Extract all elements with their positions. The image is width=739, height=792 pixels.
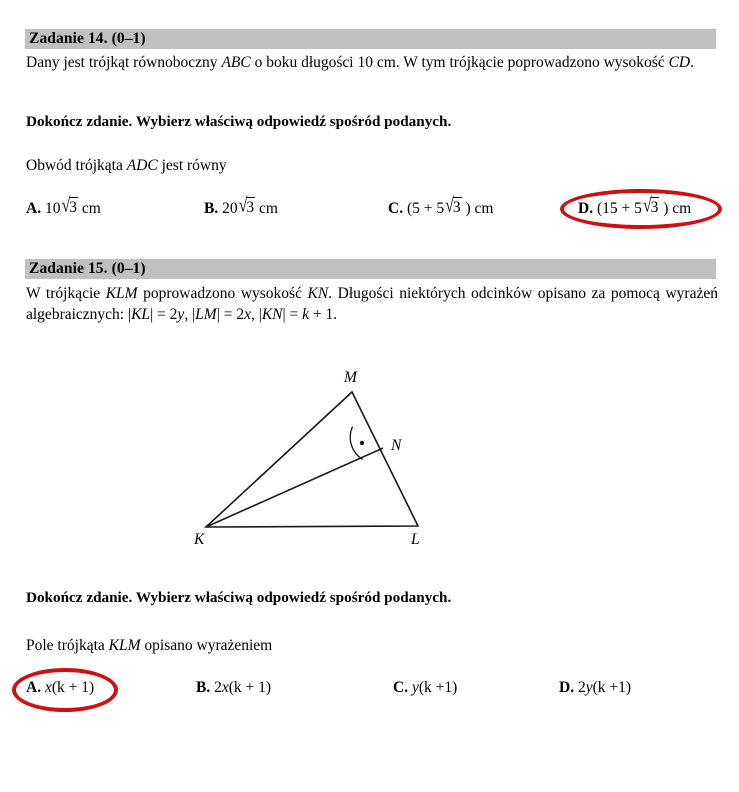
task-14-body-text-2: o boku długości 10 cm. W tym trójkącie poprowadzono wysokość: [250, 54, 669, 71]
task-15-option-d-value: 2y(k +1): [577, 679, 632, 696]
vertex-label-l: L: [411, 531, 420, 548]
task-15-answers: [0, 678, 739, 708]
task-15-body-text-7: , |: [250, 306, 262, 323]
task-14-cd-italic: CD: [668, 54, 691, 71]
task-15-x-italic: x: [244, 306, 251, 323]
task-14-option-d[interactable]: [578, 195, 692, 219]
task-15-klm2-italic: KLM: [108, 637, 141, 654]
task-14-option-c-label: C.: [388, 200, 404, 217]
task-15-option-c[interactable]: [393, 678, 457, 698]
right-angle-dot-icon: [360, 441, 364, 445]
task-15-body-text-6: | = 2: [216, 306, 245, 323]
task-15-title: Zadanie 15. (0–1): [29, 260, 146, 277]
task-14-instruction: Dokończ zdanie. Wybierz właściwą odpowiedź spośród podanych.: [26, 113, 452, 130]
vertex-label-k: K: [194, 531, 205, 548]
task-14-option-d-label: D.: [578, 200, 594, 217]
task-14-option-b-label: B.: [204, 200, 219, 217]
task-15-option-c-label: C.: [393, 679, 409, 696]
task-15-body-text-8: | =: [282, 306, 303, 323]
task-14-option-a[interactable]: [26, 195, 101, 219]
task-14-option-c-value: (5 + 5√3 ) cm: [406, 195, 494, 217]
task-14-question: [26, 155, 718, 176]
task-14-header-band: [25, 29, 716, 49]
task-15-body-text-3: . Długości niektórych odcinków opisano za pomocą wyrażeń algebraicznych: |: [26, 285, 718, 323]
task-15-y-italic: y: [177, 306, 185, 323]
task-14-body-text-3: .: [690, 54, 695, 71]
task-14-body-text-1: Dany jest trójkąt równoboczny: [26, 54, 222, 71]
task-14-option-a-value: 10√3 cm: [44, 195, 101, 217]
triangle-klm-svg: [0, 360, 739, 575]
altitude-kn-segment: [206, 448, 383, 527]
task-15-body-text-1: W trójkącie: [26, 285, 106, 302]
task-15-question-text-1: Pole trójkąta: [26, 637, 109, 654]
task-15-option-a-label: A.: [26, 679, 42, 696]
task-14-option-a-label: A.: [26, 200, 42, 217]
task-15-question: [26, 635, 718, 656]
task-15-header-band: [25, 259, 716, 279]
task-14-adc-italic: ADC: [126, 157, 158, 174]
task-14-title: Zadanie 14. (0–1): [29, 30, 146, 47]
task-15-option-d-label: D.: [559, 679, 575, 696]
task-14-option-b-value: 20√3 cm: [222, 195, 278, 217]
task-14-question-text-1: Obwód trójkąta: [26, 157, 127, 174]
task-15-k-italic: k: [302, 306, 310, 323]
triangle-klm-figure: [0, 360, 739, 575]
task-15-option-b-value: 2x(k + 1): [214, 679, 272, 696]
task-15-lm-italic: LM: [195, 306, 217, 323]
vertex-label-m: M: [344, 369, 357, 386]
task-15-question-text-2: opisano wyrażeniem: [140, 637, 273, 654]
task-15-kn2-italic: KN: [261, 306, 283, 323]
task-14-option-d-value: (15 + 5√3 ) cm: [596, 195, 692, 217]
task-15-option-b-label: B.: [196, 679, 211, 696]
task-15-body-text-2: poprowadzono wysokość: [137, 285, 308, 302]
task-15-kn-italic: KN: [307, 285, 329, 302]
task-15-option-c-value: y(k +1): [411, 679, 458, 696]
task-14-body: [26, 52, 718, 73]
task-15-kl-italic: KL: [131, 306, 151, 323]
task-15-option-a[interactable]: [26, 678, 94, 698]
task-15-instruction: Dokończ zdanie. Wybierz właściwą odpowiedź spośród podanych.: [26, 589, 452, 606]
task-14-option-c[interactable]: [388, 195, 494, 219]
task-14-abc-italic: ABC: [221, 54, 251, 71]
triangle-klm-outline: [206, 392, 418, 527]
task-14-option-b[interactable]: [204, 195, 278, 219]
task-14-answers: [0, 195, 739, 228]
task-15-klm-italic: KLM: [105, 285, 138, 302]
task-15-body-text-9: + 1.: [309, 306, 338, 323]
task-15-option-d[interactable]: [559, 678, 631, 698]
task-15-body-text-5: , |: [184, 306, 196, 323]
vertex-label-n: N: [391, 437, 402, 454]
task-15-option-b[interactable]: [196, 678, 271, 698]
task-15-option-a-value: x(k + 1): [44, 679, 95, 696]
task-15-body: [26, 283, 718, 325]
task-15-body-text-4: | = 2: [150, 306, 178, 323]
task-14-question-text-2: jest równy: [157, 157, 227, 174]
